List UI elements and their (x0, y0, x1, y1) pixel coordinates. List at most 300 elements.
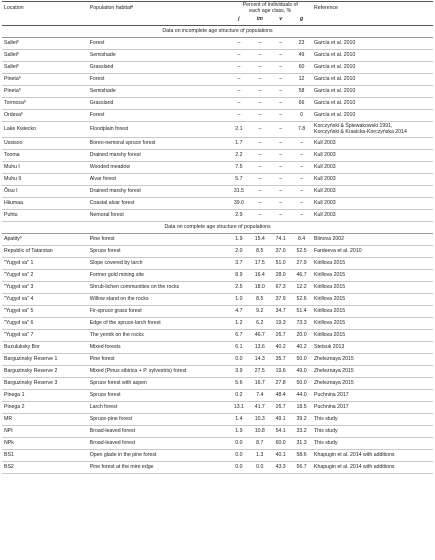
reference-text: Blinova 2002 (314, 235, 344, 242)
table-row (2, 86, 433, 98)
header-percent-line2: each age class, % (249, 7, 292, 14)
reference-text: This study (314, 415, 338, 422)
cell-g: 8.4 (291, 234, 312, 246)
cell-im: – (249, 98, 270, 110)
cell-habitat: Fir-spruce grass forest (88, 306, 229, 318)
cell-j: – (228, 62, 249, 74)
reference-text: This study (314, 439, 338, 446)
table-row (2, 402, 433, 414)
cell-location: Tooma (2, 150, 88, 162)
cell-habitat: Open glade in the pine forest (88, 450, 229, 462)
cell-location: "Yugyd va" 2 (2, 270, 88, 282)
cell-im: – (249, 186, 270, 198)
cell-habitat: Wooded meadow (88, 162, 229, 174)
cell-habitat: Alvar forest (88, 174, 229, 186)
header-percent-line1: Percent of individuals of (242, 1, 298, 8)
cell-j: 2.1 (228, 122, 249, 138)
reference-text: Kirillova 2015 (314, 319, 346, 326)
cell-habitat: Nemoral forest (88, 210, 229, 222)
table-row (2, 98, 433, 110)
table-row (2, 294, 433, 306)
cell-location: Hiiumaa (2, 198, 88, 210)
cell-habitat: The yernik on the rocks (88, 330, 229, 342)
table-row (2, 426, 433, 438)
cell-v: – (270, 150, 291, 162)
cell-g: 66 (291, 98, 312, 110)
cell-im: 8.7 (249, 438, 270, 450)
cell-j: 4.7 (228, 306, 249, 318)
section-title: Data on complete age structure of populations (2, 222, 433, 234)
reference-text: Kirillova 2015 (314, 295, 346, 302)
table-row (2, 138, 433, 150)
header-age-j: j (228, 15, 249, 26)
cell-location: Lake Kwiecko (2, 122, 88, 138)
cell-v: – (270, 162, 291, 174)
cell-habitat: Grassland (88, 62, 229, 74)
cell-j: 1.0 (228, 294, 249, 306)
cell-reference (312, 402, 433, 414)
cell-j: 1.7 (228, 138, 249, 150)
cell-reference (312, 294, 433, 306)
cell-reference (312, 62, 433, 74)
cell-g: 31.3 (291, 438, 312, 450)
cell-habitat: Semishade (88, 86, 229, 98)
cell-g: 60 (291, 62, 312, 74)
cell-reference (312, 414, 433, 426)
reference-text: Zheleznaya 2015 (314, 367, 354, 374)
cell-reference (312, 318, 433, 330)
cell-g: – (291, 174, 312, 186)
cell-location: MR (2, 414, 88, 426)
reference-text: Kirillova 2015 (314, 271, 346, 278)
reference-text: García et al. 2010 (314, 75, 356, 82)
cell-habitat: Broad-leaved forest (88, 438, 229, 450)
cell-im: – (249, 122, 270, 138)
cell-j: 1.4 (228, 414, 249, 426)
reference-text: García et al. 2010 (314, 87, 356, 94)
cell-v: 40.2 (270, 342, 291, 354)
cell-im: 6.2 (249, 318, 270, 330)
cell-g: 51.4 (291, 306, 312, 318)
table-row (2, 354, 433, 366)
cell-habitat: Spruce forest with aspen (88, 378, 229, 390)
cell-habitat: Forest (88, 74, 229, 86)
cell-j: 5.6 (228, 378, 249, 390)
cell-v: 34.7 (270, 306, 291, 318)
cell-habitat: Coastal alvar forest (88, 198, 229, 210)
cell-im: 27.5 (249, 366, 270, 378)
cell-reference (312, 342, 433, 354)
cell-g: 49.0 (291, 366, 312, 378)
table-row (2, 38, 433, 50)
cell-location: Pinega 2 (2, 402, 88, 414)
cell-reference (312, 438, 433, 450)
cell-v: – (270, 186, 291, 198)
cell-j: 2.9 (228, 210, 249, 222)
table-row (2, 174, 433, 186)
reference-text: Kull 2003 (314, 211, 336, 218)
table-row (2, 438, 433, 450)
cell-im: – (249, 138, 270, 150)
reference-text: Kirillova 2015 (314, 283, 346, 290)
cell-v: – (270, 138, 291, 150)
cell-location: Barguzinsky Reserve 2 (2, 366, 88, 378)
cell-reference (312, 86, 433, 98)
cell-j: – (228, 98, 249, 110)
cell-reference (312, 98, 433, 110)
table-row (2, 462, 433, 474)
table-row (2, 62, 433, 74)
section-title: Data on incomplete age structure of populations (2, 26, 433, 38)
cell-habitat: Drained marshy forest (88, 186, 229, 198)
cell-g: – (291, 186, 312, 198)
cell-habitat: Forest (88, 110, 229, 122)
table-row (2, 210, 433, 222)
cell-im: – (249, 198, 270, 210)
table-row (2, 270, 433, 282)
cell-im: – (249, 162, 270, 174)
header-age-v: v (270, 15, 291, 26)
cell-im: 46.7 (249, 330, 270, 342)
cell-im: 8.5 (249, 294, 270, 306)
cell-v: – (270, 110, 291, 122)
cell-v: 19.6 (270, 366, 291, 378)
cell-im: – (249, 150, 270, 162)
cell-g: 33.2 (291, 426, 312, 438)
cell-j: 39.0 (228, 198, 249, 210)
cell-g: – (291, 198, 312, 210)
cell-habitat: Pine forest (88, 354, 229, 366)
cell-g: 50.0 (291, 378, 312, 390)
cell-location: BS2 (2, 462, 88, 474)
cell-v: 35.7 (270, 354, 291, 366)
table-row (2, 162, 433, 174)
cell-j: – (228, 86, 249, 98)
reference-text: Stetsuk 2013 (314, 343, 345, 350)
reference-text: Puchnina 2017 (314, 403, 349, 410)
cell-reference (312, 330, 433, 342)
cell-g: 23 (291, 38, 312, 50)
cell-reference (312, 122, 433, 138)
cell-reference (312, 246, 433, 258)
cell-j: 1.2 (228, 318, 249, 330)
cell-location: BS1 (2, 450, 88, 462)
cell-v: 40.1 (270, 450, 291, 462)
cell-reference (312, 390, 433, 402)
table-row (2, 122, 433, 138)
cell-v: 60.0 (270, 438, 291, 450)
cell-location: Buzuluksky Bor (2, 342, 88, 354)
cell-reference (312, 270, 433, 282)
cell-location: Tormosaᵇ (2, 98, 88, 110)
cell-v: – (270, 210, 291, 222)
table-row (2, 234, 433, 246)
cell-habitat: Grassland (88, 98, 229, 110)
cell-habitat: Larch forest (88, 402, 229, 414)
cell-im: – (249, 86, 270, 98)
cell-g: 56.7 (291, 462, 312, 474)
cell-g: 49 (291, 50, 312, 62)
cell-location: Barguzinsky Reserve 1 (2, 354, 88, 366)
table-row (2, 366, 433, 378)
cell-g: 0 (291, 110, 312, 122)
table-row (2, 306, 433, 318)
cell-location: Puhtu (2, 210, 88, 222)
cell-habitat: Drained marshy forest (88, 150, 229, 162)
cell-v: – (270, 50, 291, 62)
reference-text: Kull 2003 (314, 139, 336, 146)
reference-text: Kirillova 2015 (314, 259, 346, 266)
reference-text: Kull 2003 (314, 199, 336, 206)
cell-g: 46.7 (291, 270, 312, 282)
cell-location: Salletᵇ (2, 50, 88, 62)
reference-text: Fardeeva et al. 2010 (314, 247, 362, 254)
cell-habitat: Spruce-pine forest (88, 414, 229, 426)
cell-location: Ussisoo (2, 138, 88, 150)
cell-v: 54.1 (270, 426, 291, 438)
cell-g: 52.6 (291, 294, 312, 306)
cell-im: 10.3 (249, 414, 270, 426)
cell-location: Barguzinsky Reserve 3 (2, 378, 88, 390)
cell-habitat: Forest (88, 38, 229, 50)
reference-text: This study (314, 427, 338, 434)
cell-g: – (291, 162, 312, 174)
cell-im: – (249, 74, 270, 86)
cell-habitat: Mixed (Pinus sibirica + P. sylvestris) forest (88, 366, 229, 378)
cell-im: 0.0 (249, 462, 270, 474)
cell-g: 44.0 (291, 390, 312, 402)
reference-text: Khapugin et al. 2014 with additions (314, 463, 395, 470)
cell-habitat: Semishade (88, 50, 229, 62)
table-row (2, 186, 433, 198)
table-row (2, 330, 433, 342)
cell-g: 73.3 (291, 318, 312, 330)
table-row (2, 414, 433, 426)
cell-location: "Yugyd va" 6 (2, 318, 88, 330)
reference-text: Kull 2003 (314, 175, 336, 182)
table-row (2, 390, 433, 402)
cell-habitat: Spruce forest (88, 246, 229, 258)
section-header (2, 26, 433, 38)
cell-j: – (228, 74, 249, 86)
cell-location: NPk (2, 438, 88, 450)
reference-text: Zheleznaya 2015 (314, 379, 354, 386)
cell-j: 0.2 (228, 390, 249, 402)
cell-j: 8.9 (228, 270, 249, 282)
cell-g: 50.0 (291, 354, 312, 366)
reference-text: García et al. 2010 (314, 39, 356, 46)
cell-reference (312, 450, 433, 462)
cell-g: 40.2 (291, 342, 312, 354)
cell-reference (312, 110, 433, 122)
cell-v: 26.7 (270, 402, 291, 414)
reference-text: Kull 2003 (314, 151, 336, 158)
cell-habitat: Floodplain forest (88, 122, 229, 138)
reference-text: Zheleznaya 2015 (314, 355, 354, 362)
cell-reference (312, 354, 433, 366)
cell-reference (312, 50, 433, 62)
cell-v: 19.3 (270, 318, 291, 330)
cell-location: Pinega 1 (2, 390, 88, 402)
cell-location: "Yugyd va" 3 (2, 282, 88, 294)
cell-habitat: Pine forest at the mire edge (88, 462, 229, 474)
reference-text: García et al. 2010 (314, 99, 356, 106)
cell-v: – (270, 74, 291, 86)
cell-reference (312, 186, 433, 198)
cell-v: – (270, 38, 291, 50)
reference-text: Kull 2003 (314, 163, 336, 170)
header-habitat: Population habitatª (88, 2, 229, 16)
cell-im: – (249, 62, 270, 74)
cell-reference (312, 282, 433, 294)
cell-v: – (270, 98, 291, 110)
cell-v: – (270, 86, 291, 98)
cell-im: 7.4 (249, 390, 270, 402)
cell-habitat: Former gold mining site (88, 270, 229, 282)
table-row (2, 150, 433, 162)
reference-text: Khapugin et al. 2014 with additions (314, 451, 395, 458)
cell-habitat: Slope covered by larch (88, 258, 229, 270)
cell-location: "Yugyd va" 5 (2, 306, 88, 318)
cell-habitat: Broad-leaved forest (88, 426, 229, 438)
cell-g: 12.2 (291, 282, 312, 294)
cell-im: 16.4 (249, 270, 270, 282)
cell-v: – (270, 198, 291, 210)
header-percent (228, 2, 312, 16)
header-location: Location (2, 2, 88, 16)
reference-text: Puchnina 2017 (314, 391, 349, 398)
cell-location: NPt (2, 426, 88, 438)
cell-im: 41.7 (249, 402, 270, 414)
cell-reference (312, 198, 433, 210)
cell-location: Pinetaᵇ (2, 74, 88, 86)
cell-reference (312, 174, 433, 186)
cell-location: Muhu II (2, 174, 88, 186)
cell-reference (312, 378, 433, 390)
cell-v: 74.1 (270, 234, 291, 246)
cell-j: – (228, 50, 249, 62)
cell-g: 58.6 (291, 450, 312, 462)
cell-j: 7.5 (228, 162, 249, 174)
cell-j: 2.5 (228, 282, 249, 294)
cell-g: 52.5 (291, 246, 312, 258)
cell-reference (312, 150, 433, 162)
cell-reference (312, 258, 433, 270)
cell-im: – (249, 210, 270, 222)
cell-g: – (291, 138, 312, 150)
cell-im: 9.2 (249, 306, 270, 318)
cell-j: 1.9 (228, 234, 249, 246)
cell-habitat: Boreo-nemoral spruce forest (88, 138, 229, 150)
cell-j: 6.1 (228, 342, 249, 354)
cell-location: "Yugyd va" 1 (2, 258, 88, 270)
table-row (2, 258, 433, 270)
cell-reference (312, 210, 433, 222)
cell-im: 16.7 (249, 378, 270, 390)
cell-habitat: Mixed forests (88, 342, 229, 354)
cell-reference (312, 234, 433, 246)
cell-reference (312, 74, 433, 86)
table-row (2, 198, 433, 210)
cell-im: 8.5 (249, 246, 270, 258)
reference-text: Kirillova 2015 (314, 331, 346, 338)
cell-location: Salletᵇ (2, 62, 88, 74)
cell-j: – (228, 38, 249, 50)
cell-im: 18.0 (249, 282, 270, 294)
cell-im: 13.6 (249, 342, 270, 354)
cell-j: 13.1 (228, 402, 249, 414)
cell-im: – (249, 174, 270, 186)
reference-text: Korczyński & Śpiewakowski 1991, (314, 123, 393, 130)
cell-v: 67.3 (270, 282, 291, 294)
cell-habitat: Spruce forest (88, 390, 229, 402)
cell-j: – (228, 110, 249, 122)
table-row (2, 246, 433, 258)
table-row (2, 74, 433, 86)
cell-v: – (270, 62, 291, 74)
cell-im: 17.5 (249, 258, 270, 270)
cell-im: – (249, 50, 270, 62)
cell-location: Ordesaᵇ (2, 110, 88, 122)
cell-j: 0.0 (228, 354, 249, 366)
cell-v: – (270, 174, 291, 186)
header-age-g: g (291, 15, 312, 26)
cell-habitat: Shrub-lichen communities on the rocks (88, 282, 229, 294)
cell-j: 5.7 (228, 174, 249, 186)
reference-text: Kull 2003 (314, 187, 336, 194)
cell-location: Pinetaᵇ (2, 86, 88, 98)
reference-text: García et al. 2010 (314, 63, 356, 70)
cell-habitat: Willow stand on the rocks (88, 294, 229, 306)
cell-j: 3.7 (228, 258, 249, 270)
cell-g: – (291, 150, 312, 162)
cell-g: 12 (291, 74, 312, 86)
cell-v: 48.4 (270, 390, 291, 402)
cell-j: 3.9 (228, 366, 249, 378)
cell-location: Muhu I (2, 162, 88, 174)
cell-location: Republic of Tatarstan (2, 246, 88, 258)
table-row (2, 50, 433, 62)
reference-text: Kirillova 2015 (314, 307, 346, 314)
reference-text-line2: Korczyński & Krasicka-Korczyńska 2014 (314, 128, 407, 135)
cell-j: 2.2 (228, 150, 249, 162)
reference-text: García et al. 2010 (314, 111, 356, 118)
cell-j: 2.0 (228, 246, 249, 258)
table-row (2, 378, 433, 390)
cell-j: 0.0 (228, 462, 249, 474)
cell-v: 37.0 (270, 246, 291, 258)
table-row (2, 342, 433, 354)
cell-im: 10.8 (249, 426, 270, 438)
cell-habitat: Pine forest (88, 234, 229, 246)
table-row (2, 110, 433, 122)
cell-j: 6.7 (228, 330, 249, 342)
cell-reference (312, 426, 433, 438)
cell-habitat: Edge of the spruce-larch forest (88, 318, 229, 330)
cell-j: 1.9 (228, 426, 249, 438)
cell-im: – (249, 110, 270, 122)
cell-j: 0.0 (228, 438, 249, 450)
cell-v: 37.9 (270, 294, 291, 306)
cell-location: Salletᵇ (2, 38, 88, 50)
cell-im: 15.4 (249, 234, 270, 246)
table-row (2, 282, 433, 294)
cell-reference (312, 162, 433, 174)
cell-g: 20.0 (291, 330, 312, 342)
cell-reference (312, 306, 433, 318)
header-age-im: im (249, 15, 270, 26)
section-header (2, 222, 433, 234)
